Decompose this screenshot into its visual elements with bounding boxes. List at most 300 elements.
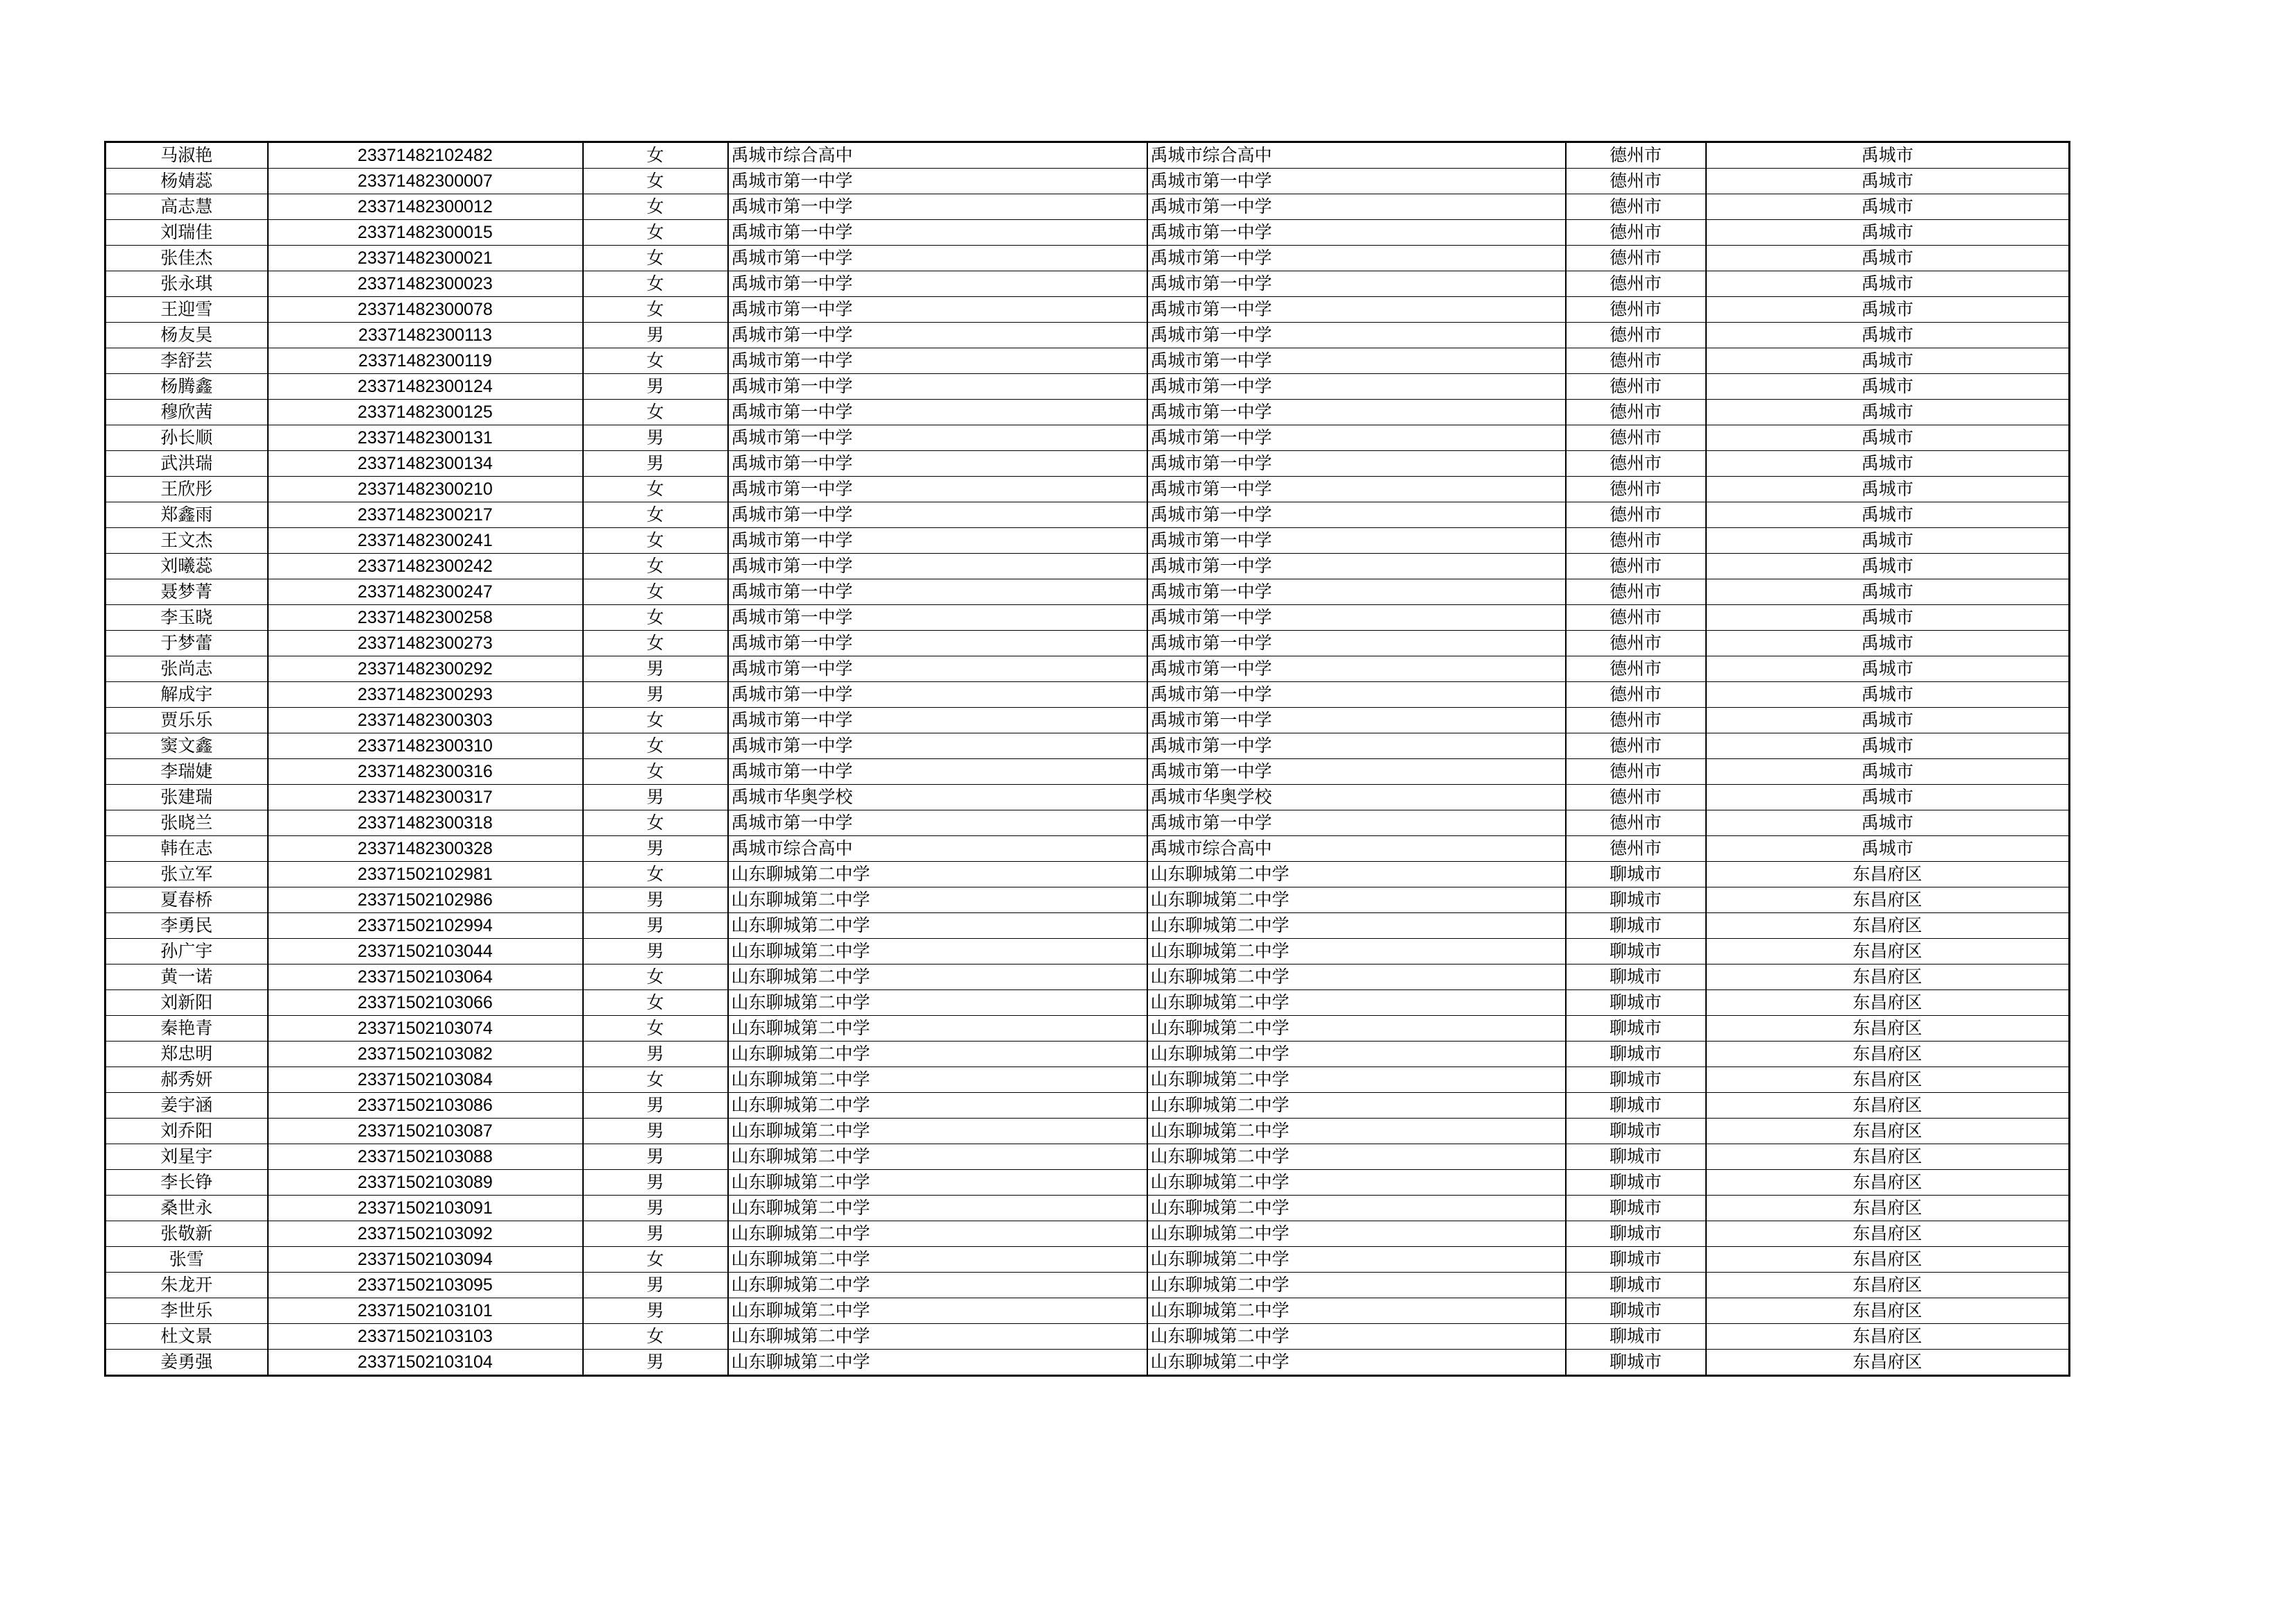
school-cell: 禹城市第一中学 [728,528,1147,554]
table-row [105,631,2070,656]
city-cell: 德州市 [1566,605,1706,631]
unit-cell: 禹城市第一中学 [1147,682,1566,708]
district-cell: 禹城市 [1706,579,2070,605]
table-row [105,528,2070,554]
gender-cell: 女 [583,579,728,605]
city-cell: 聊城市 [1566,1067,1706,1093]
school-cell: 禹城市华奥学校 [728,785,1147,810]
unit-cell: 禹城市第一中学 [1147,220,1566,246]
student-name-cell: 张雪 [105,1247,268,1273]
city-cell: 德州市 [1566,477,1706,502]
school-cell: 禹城市第一中学 [728,374,1147,400]
city-cell: 德州市 [1566,297,1706,323]
student-name-cell: 孙广宇 [105,939,268,965]
student-name-cell: 刘曦蕊 [105,554,268,579]
student-name-cell: 刘星宇 [105,1144,268,1170]
exam-id-cell: 23371482300119 [268,348,583,374]
exam-id-cell: 23371502103088 [268,1144,583,1170]
district-cell: 禹城市 [1706,605,2070,631]
student-name-cell: 李瑞婕 [105,759,268,785]
student-name-cell: 张敬新 [105,1221,268,1247]
table-row [105,656,2070,682]
table-row [105,169,2070,194]
unit-cell: 禹城市第一中学 [1147,323,1566,348]
table-row [105,451,2070,477]
city-cell: 聊城市 [1566,913,1706,939]
exam-id-cell: 23371502103095 [268,1273,583,1298]
exam-id-cell: 23371502102981 [268,862,583,887]
table-row [105,502,2070,528]
student-name-cell: 姜勇强 [105,1350,268,1376]
district-cell: 禹城市 [1706,785,2070,810]
table-row [105,990,2070,1016]
district-cell: 禹城市 [1706,142,2070,169]
unit-cell: 山东聊城第二中学 [1147,1042,1566,1067]
exam-id-cell: 23371482300310 [268,733,583,759]
city-cell: 聊城市 [1566,862,1706,887]
table-row [105,605,2070,631]
exam-id-cell: 23371482300217 [268,502,583,528]
unit-cell: 山东聊城第二中学 [1147,1016,1566,1042]
city-cell: 聊城市 [1566,1093,1706,1119]
school-cell: 禹城市第一中学 [728,579,1147,605]
unit-cell: 禹城市第一中学 [1147,425,1566,451]
gender-cell: 男 [583,1196,728,1221]
school-cell: 山东聊城第二中学 [728,1042,1147,1067]
school-cell: 山东聊城第二中学 [728,990,1147,1016]
district-cell: 禹城市 [1706,194,2070,220]
table-row [105,554,2070,579]
school-cell: 禹城市综合高中 [728,836,1147,862]
unit-cell: 禹城市第一中学 [1147,271,1566,297]
school-cell: 禹城市第一中学 [728,708,1147,733]
student-name-cell: 于梦蕾 [105,631,268,656]
gender-cell: 男 [583,656,728,682]
school-cell: 禹城市第一中学 [728,477,1147,502]
gender-cell: 女 [583,1247,728,1273]
student-name-cell: 夏春桥 [105,887,268,913]
district-cell: 东昌府区 [1706,1042,2070,1067]
exam-id-cell: 23371502103082 [268,1042,583,1067]
unit-cell: 禹城市综合高中 [1147,142,1566,169]
student-name-cell: 孙长顺 [105,425,268,451]
gender-cell: 男 [583,913,728,939]
gender-cell: 女 [583,965,728,990]
student-name-cell: 李长铮 [105,1170,268,1196]
unit-cell: 山东聊城第二中学 [1147,1298,1566,1324]
school-cell: 禹城市第一中学 [728,759,1147,785]
exam-id-cell: 23371482300242 [268,554,583,579]
city-cell: 聊城市 [1566,965,1706,990]
table-row [105,965,2070,990]
exam-id-cell: 23371482300210 [268,477,583,502]
exam-id-cell: 23371482300292 [268,656,583,682]
gender-cell: 女 [583,194,728,220]
city-cell: 聊城市 [1566,1016,1706,1042]
school-cell: 禹城市第一中学 [728,246,1147,271]
exam-id-cell: 23371502103091 [268,1196,583,1221]
school-cell: 禹城市第一中学 [728,631,1147,656]
student-name-cell: 朱龙开 [105,1273,268,1298]
exam-id-cell: 23371502102994 [268,913,583,939]
exam-id-cell: 23371482300021 [268,246,583,271]
school-cell: 山东聊城第二中学 [728,1093,1147,1119]
table-row [105,220,2070,246]
city-cell: 聊城市 [1566,1298,1706,1324]
district-cell: 东昌府区 [1706,1093,2070,1119]
school-cell: 禹城市第一中学 [728,271,1147,297]
exam-id-cell: 23371502103094 [268,1247,583,1273]
exam-id-cell: 23371482300293 [268,682,583,708]
table-row [105,759,2070,785]
table-row [105,1170,2070,1196]
district-cell: 禹城市 [1706,554,2070,579]
district-cell: 禹城市 [1706,836,2070,862]
table-row [105,1119,2070,1144]
district-cell: 禹城市 [1706,425,2070,451]
exam-id-cell: 23371502103064 [268,965,583,990]
exam-id-cell: 23371482300258 [268,605,583,631]
student-name-cell: 穆欣茜 [105,400,268,425]
district-cell: 禹城市 [1706,759,2070,785]
gender-cell: 男 [583,425,728,451]
gender-cell: 女 [583,1324,728,1350]
school-cell: 山东聊城第二中学 [728,965,1147,990]
city-cell: 聊城市 [1566,1119,1706,1144]
exam-id-cell: 23371482300328 [268,836,583,862]
student-name-cell: 聂梦菁 [105,579,268,605]
student-name-cell: 张建瑞 [105,785,268,810]
unit-cell: 山东聊城第二中学 [1147,1144,1566,1170]
student-name-cell: 郑鑫雨 [105,502,268,528]
gender-cell: 男 [583,1350,728,1376]
unit-cell: 山东聊城第二中学 [1147,1067,1566,1093]
gender-cell: 男 [583,451,728,477]
city-cell: 德州市 [1566,682,1706,708]
unit-cell: 禹城市第一中学 [1147,400,1566,425]
unit-cell: 山东聊城第二中学 [1147,1170,1566,1196]
unit-cell: 禹城市第一中学 [1147,631,1566,656]
district-cell: 禹城市 [1706,502,2070,528]
exam-id-cell: 23371482102482 [268,142,583,169]
district-cell: 东昌府区 [1706,1067,2070,1093]
district-cell: 禹城市 [1706,810,2070,836]
exam-id-cell: 23371482300015 [268,220,583,246]
school-cell: 禹城市第一中学 [728,554,1147,579]
roster-body [105,142,2070,1376]
exam-id-cell: 23371482300125 [268,400,583,425]
exam-id-cell: 23371482300113 [268,323,583,348]
student-roster-table [104,141,2070,1377]
school-cell: 山东聊城第二中学 [728,913,1147,939]
district-cell: 东昌府区 [1706,990,2070,1016]
gender-cell: 女 [583,220,728,246]
student-name-cell: 张晓兰 [105,810,268,836]
school-cell: 山东聊城第二中学 [728,1273,1147,1298]
exam-id-cell: 23371482300078 [268,297,583,323]
city-cell: 德州市 [1566,708,1706,733]
unit-cell: 禹城市第一中学 [1147,477,1566,502]
school-cell: 山东聊城第二中学 [728,887,1147,913]
student-name-cell: 黄一诺 [105,965,268,990]
school-cell: 禹城市第一中学 [728,348,1147,374]
student-name-cell: 马淑艳 [105,142,268,169]
student-name-cell: 刘瑞佳 [105,220,268,246]
student-name-cell: 李世乐 [105,1298,268,1324]
table-row [105,1144,2070,1170]
exam-id-cell: 23371482300318 [268,810,583,836]
district-cell: 禹城市 [1706,477,2070,502]
unit-cell: 山东聊城第二中学 [1147,862,1566,887]
unit-cell: 山东聊城第二中学 [1147,1221,1566,1247]
city-cell: 德州市 [1566,425,1706,451]
table-row [105,348,2070,374]
city-cell: 德州市 [1566,400,1706,425]
city-cell: 德州市 [1566,733,1706,759]
table-row [105,939,2070,965]
school-cell: 禹城市第一中学 [728,297,1147,323]
exam-id-cell: 23371502103087 [268,1119,583,1144]
table-row [105,246,2070,271]
gender-cell: 男 [583,374,728,400]
city-cell: 德州市 [1566,246,1706,271]
unit-cell: 禹城市第一中学 [1147,708,1566,733]
unit-cell: 山东聊城第二中学 [1147,965,1566,990]
student-name-cell: 刘新阳 [105,990,268,1016]
unit-cell: 禹城市第一中学 [1147,528,1566,554]
table-row [105,1221,2070,1247]
student-name-cell: 窦文鑫 [105,733,268,759]
student-name-cell: 王迎雪 [105,297,268,323]
district-cell: 东昌府区 [1706,1196,2070,1221]
table-row [105,1273,2070,1298]
table-row [105,400,2070,425]
city-cell: 德州市 [1566,194,1706,220]
city-cell: 德州市 [1566,528,1706,554]
city-cell: 聊城市 [1566,939,1706,965]
unit-cell: 山东聊城第二中学 [1147,1350,1566,1376]
table-row [105,785,2070,810]
gender-cell: 女 [583,862,728,887]
table-row [105,708,2070,733]
city-cell: 聊城市 [1566,1144,1706,1170]
school-cell: 山东聊城第二中学 [728,1119,1147,1144]
district-cell: 禹城市 [1706,733,2070,759]
unit-cell: 山东聊城第二中学 [1147,913,1566,939]
district-cell: 东昌府区 [1706,1016,2070,1042]
exam-id-cell: 23371482300317 [268,785,583,810]
student-name-cell: 李玉晓 [105,605,268,631]
school-cell: 山东聊城第二中学 [728,1016,1147,1042]
gender-cell: 男 [583,887,728,913]
gender-cell: 男 [583,323,728,348]
city-cell: 德州市 [1566,836,1706,862]
exam-id-cell: 23371482300124 [268,374,583,400]
school-cell: 山东聊城第二中学 [728,1350,1147,1376]
unit-cell: 山东聊城第二中学 [1147,990,1566,1016]
student-name-cell: 杨腾鑫 [105,374,268,400]
student-name-cell: 姜宇涵 [105,1093,268,1119]
gender-cell: 女 [583,502,728,528]
unit-cell: 禹城市第一中学 [1147,194,1566,220]
table-row [105,1016,2070,1042]
exam-id-cell: 23371502103101 [268,1298,583,1324]
table-row [105,297,2070,323]
exam-id-cell: 23371482300241 [268,528,583,554]
table-row [105,810,2070,836]
city-cell: 德州市 [1566,169,1706,194]
city-cell: 德州市 [1566,451,1706,477]
gender-cell: 男 [583,939,728,965]
school-cell: 禹城市第一中学 [728,220,1147,246]
exam-id-cell: 23371502103086 [268,1093,583,1119]
school-cell: 山东聊城第二中学 [728,1221,1147,1247]
gender-cell: 男 [583,1119,728,1144]
student-name-cell: 高志慧 [105,194,268,220]
exam-id-cell: 23371482300303 [268,708,583,733]
gender-cell: 女 [583,528,728,554]
table-row [105,1196,2070,1221]
gender-cell: 女 [583,631,728,656]
gender-cell: 男 [583,1273,728,1298]
student-name-cell: 郑忠明 [105,1042,268,1067]
school-cell: 山东聊城第二中学 [728,939,1147,965]
school-cell: 禹城市第一中学 [728,605,1147,631]
gender-cell: 女 [583,990,728,1016]
unit-cell: 山东聊城第二中学 [1147,1324,1566,1350]
table-row [105,323,2070,348]
unit-cell: 禹城市第一中学 [1147,733,1566,759]
city-cell: 聊城市 [1566,1170,1706,1196]
table-row [105,374,2070,400]
city-cell: 聊城市 [1566,1324,1706,1350]
gender-cell: 女 [583,297,728,323]
exam-id-cell: 23371482300131 [268,425,583,451]
gender-cell: 男 [583,1144,728,1170]
student-name-cell: 刘乔阳 [105,1119,268,1144]
student-name-cell: 张立军 [105,862,268,887]
exam-id-cell: 23371482300023 [268,271,583,297]
table-row [105,733,2070,759]
city-cell: 聊城市 [1566,990,1706,1016]
district-cell: 禹城市 [1706,631,2070,656]
table-row [105,194,2070,220]
gender-cell: 女 [583,400,728,425]
gender-cell: 男 [583,785,728,810]
district-cell: 禹城市 [1706,271,2070,297]
school-cell: 禹城市第一中学 [728,323,1147,348]
district-cell: 东昌府区 [1706,1170,2070,1196]
district-cell: 东昌府区 [1706,1298,2070,1324]
district-cell: 禹城市 [1706,708,2070,733]
unit-cell: 禹城市第一中学 [1147,502,1566,528]
city-cell: 德州市 [1566,785,1706,810]
school-cell: 山东聊城第二中学 [728,1170,1147,1196]
district-cell: 禹城市 [1706,169,2070,194]
gender-cell: 女 [583,1016,728,1042]
district-cell: 东昌府区 [1706,965,2070,990]
table-row [105,425,2070,451]
city-cell: 德州市 [1566,579,1706,605]
table-row [105,887,2070,913]
exam-id-cell: 23371502103104 [268,1350,583,1376]
district-cell: 东昌府区 [1706,939,2070,965]
city-cell: 聊城市 [1566,1247,1706,1273]
student-name-cell: 王文杰 [105,528,268,554]
exam-id-cell: 23371502103084 [268,1067,583,1093]
district-cell: 东昌府区 [1706,1119,2070,1144]
district-cell: 东昌府区 [1706,1247,2070,1273]
district-cell: 东昌府区 [1706,1273,2070,1298]
gender-cell: 女 [583,169,728,194]
gender-cell: 男 [583,682,728,708]
school-cell: 山东聊城第二中学 [728,1144,1147,1170]
school-cell: 禹城市第一中学 [728,400,1147,425]
district-cell: 禹城市 [1706,323,2070,348]
school-cell: 禹城市综合高中 [728,142,1147,169]
table-row [105,1324,2070,1350]
district-cell: 禹城市 [1706,682,2070,708]
student-name-cell: 李舒芸 [105,348,268,374]
unit-cell: 山东聊城第二中学 [1147,887,1566,913]
school-cell: 禹城市第一中学 [728,682,1147,708]
table-row [105,477,2070,502]
unit-cell: 禹城市第一中学 [1147,810,1566,836]
student-name-cell: 贾乐乐 [105,708,268,733]
gender-cell: 女 [583,605,728,631]
unit-cell: 禹城市第一中学 [1147,246,1566,271]
exam-id-cell: 23371482300012 [268,194,583,220]
school-cell: 禹城市第一中学 [728,425,1147,451]
gender-cell: 女 [583,142,728,169]
city-cell: 德州市 [1566,502,1706,528]
school-cell: 禹城市第一中学 [728,194,1147,220]
table-row [105,271,2070,297]
exam-id-cell: 23371502103092 [268,1221,583,1247]
district-cell: 禹城市 [1706,220,2070,246]
school-cell: 山东聊城第二中学 [728,1298,1147,1324]
unit-cell: 山东聊城第二中学 [1147,1247,1566,1273]
city-cell: 聊城市 [1566,1273,1706,1298]
unit-cell: 禹城市第一中学 [1147,169,1566,194]
exam-id-cell: 23371482300134 [268,451,583,477]
exam-id-cell: 23371502103044 [268,939,583,965]
school-cell: 山东聊城第二中学 [728,1324,1147,1350]
student-name-cell: 杨友昊 [105,323,268,348]
unit-cell: 禹城市第一中学 [1147,605,1566,631]
student-name-cell: 李勇民 [105,913,268,939]
gender-cell: 男 [583,1042,728,1067]
school-cell: 禹城市第一中学 [728,169,1147,194]
unit-cell: 禹城市第一中学 [1147,554,1566,579]
table-row [105,1093,2070,1119]
gender-cell: 女 [583,477,728,502]
city-cell: 德州市 [1566,656,1706,682]
school-cell: 山东聊城第二中学 [728,1247,1147,1273]
district-cell: 禹城市 [1706,656,2070,682]
district-cell: 东昌府区 [1706,862,2070,887]
student-name-cell: 韩在志 [105,836,268,862]
district-cell: 禹城市 [1706,451,2070,477]
exam-id-cell: 23371502103089 [268,1170,583,1196]
unit-cell: 禹城市综合高中 [1147,836,1566,862]
gender-cell: 男 [583,1221,728,1247]
table-row [105,1042,2070,1067]
city-cell: 德州市 [1566,810,1706,836]
district-cell: 东昌府区 [1706,1350,2070,1376]
table-row [105,836,2070,862]
city-cell: 德州市 [1566,220,1706,246]
